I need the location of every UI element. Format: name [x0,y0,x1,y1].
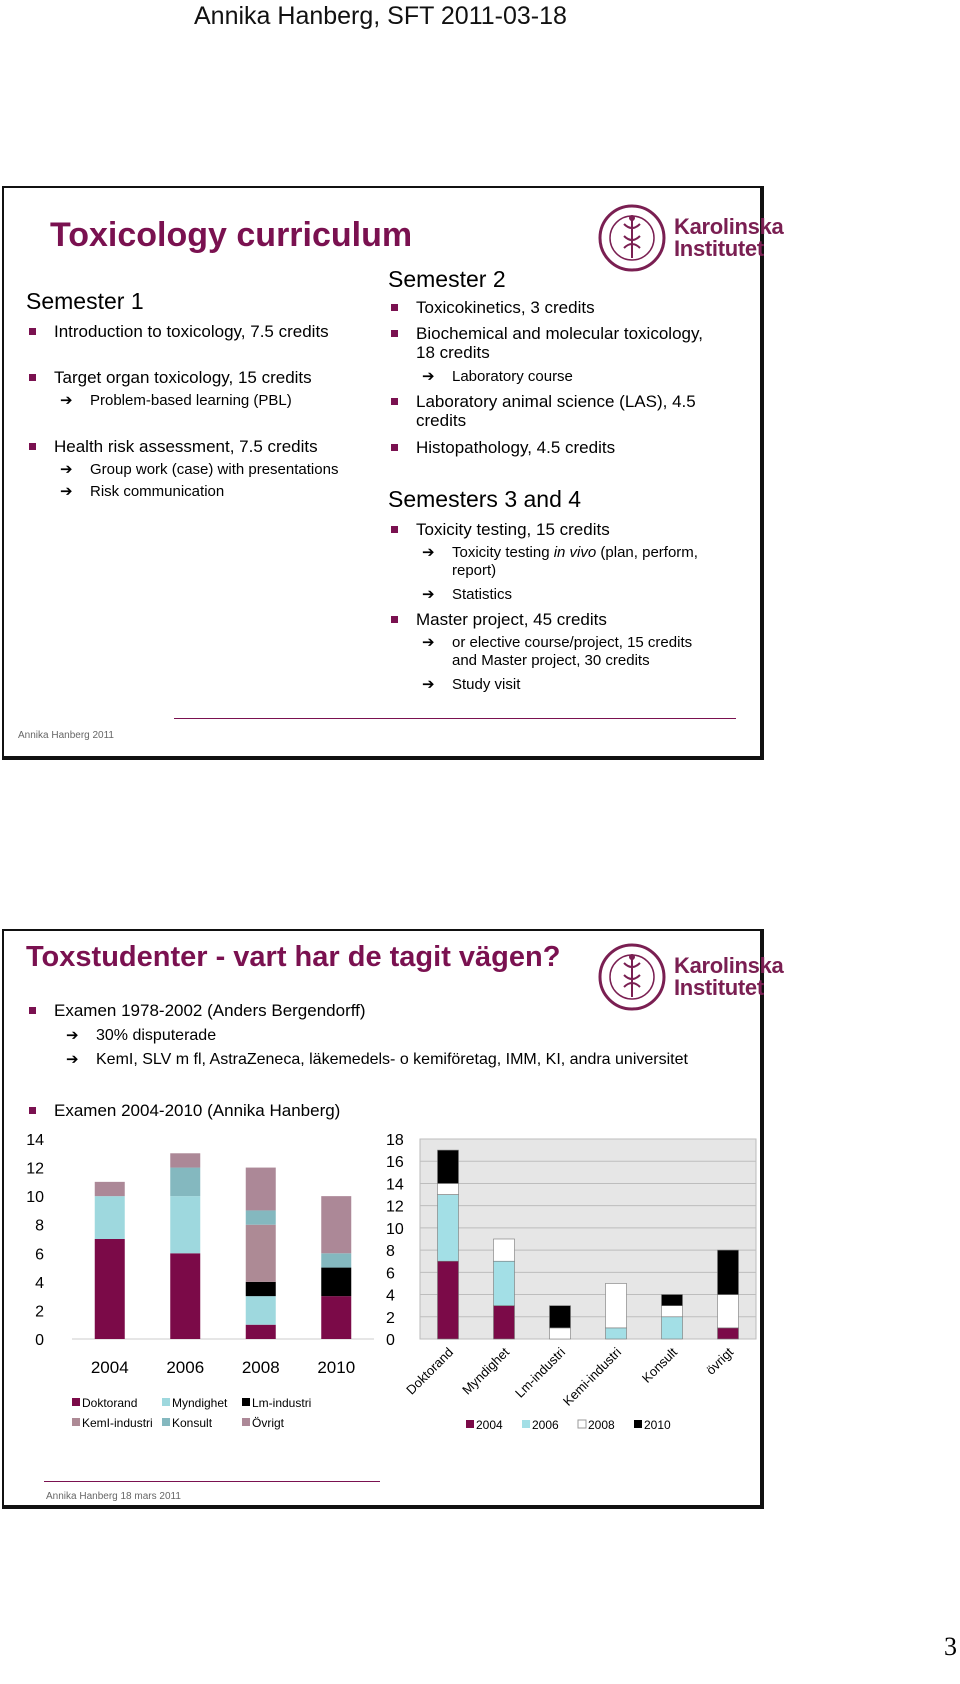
logo-line1: Karolinska [674,214,784,239]
semester34-sub-item: ➔ Toxicity testing in vivo (plan, perform, report) [422,544,698,579]
page-number: 3 [944,1632,957,1661]
y-tick-label: 4 [386,1287,395,1305]
bar-segment [321,1196,351,1253]
bar-segment [494,1239,515,1261]
y-tick-label: 2 [386,1309,395,1327]
chart-by-year [14,1131,384,1430]
bar-segment [170,1196,200,1253]
legend-label: Konsult [172,1416,213,1430]
legend-swatch [242,1418,250,1426]
bar-segment [606,1283,627,1327]
semester2-item: Histopathology, 4.5 credits [388,438,615,457]
bar-segment [246,1282,276,1296]
bar-segment [718,1328,739,1339]
x-tick-label: 2010 [317,1358,356,1377]
bar-segment [606,1328,627,1339]
legend-swatch [522,1420,530,1428]
y-tick-label: 10 [386,1220,404,1238]
legend-label: 2004 [476,1418,503,1432]
page-header: Annika Hanberg, SFT 2011-03-18 [194,2,567,30]
bar-segment [321,1253,351,1267]
bar-segment [662,1295,683,1306]
footer-divider [174,718,736,719]
karolinska-wordmark [674,955,784,999]
y-tick-label: 6 [386,1265,395,1283]
semester1-heading: Semester 1 [26,288,144,314]
legend-swatch [72,1398,80,1406]
bar-segment [438,1195,459,1262]
logo-line2: Institutet [674,236,764,261]
plot-area [420,1139,756,1339]
semester34-item: Toxicity testing, 15 credits [388,520,610,539]
bar-segment [95,1196,125,1239]
bar-segment [170,1153,200,1167]
x-tick-label: 2006 [166,1358,205,1377]
y-tick-label: 0 [386,1332,395,1349]
semester2-sub-item: ➔ Laboratory course [422,368,573,385]
x-tick-label: Lm-industri [512,1344,569,1401]
bar-segment [718,1295,739,1328]
semester2-item: Toxicokinetics, 3 credits [388,298,595,317]
karolinska-seal-icon [596,941,668,1013]
semester34-sub-item: ➔ or elective course/project, 15 credits and Master project, 30 credits [422,634,693,669]
semester1-sub-item: ➔ Problem-based learning (PBL) [60,392,292,409]
legend-swatch [162,1398,170,1406]
slide-title: Toxicology curriculum [50,216,413,254]
legend-label: 2010 [644,1418,671,1432]
karolinska-seal-icon [596,202,668,274]
bar-segment [662,1317,683,1339]
semester1-sub-item: ➔ Group work (case) with presentations [60,461,339,478]
bar-segment [438,1150,459,1183]
karolinska-logo [596,941,784,1013]
legend-swatch [162,1418,170,1426]
bar-segment [662,1306,683,1317]
semester1-item: Introduction to toxicology, 7.5 credits [26,322,329,341]
bar-segment [95,1239,125,1339]
semester34-sub-item: ➔ Statistics [422,586,513,603]
legend-label: Lm-industri [252,1396,312,1410]
y-tick-label: 8 [35,1217,44,1235]
x-tick-label: Doktorand [403,1344,457,1398]
legend-swatch [578,1420,586,1428]
y-tick-label: 4 [35,1274,44,1292]
slide-title: Toxstudenter - vart har de tagit vägen? [26,941,561,973]
bar-segment [494,1261,515,1305]
semester34-sub-item: ➔ Study visit [422,676,521,693]
x-tick-label: Kemi-industri [559,1344,625,1409]
x-tick-label: Myndighet [459,1344,513,1398]
slide-footer: Annika Hanberg 18 mars 2011 [46,1491,181,1502]
legend-swatch [634,1420,642,1428]
bar-segment [246,1210,276,1224]
y-tick-label: 10 [26,1189,44,1207]
chart-by-sector [384,1131,762,1431]
semester2-item: Laboratory animal science (LAS), 4.5 credits [388,392,696,430]
semester34-item: Master project, 45 credits [388,610,607,629]
bar-segment [246,1296,276,1325]
bar-segment [95,1182,125,1196]
x-tick-label: övrigt [703,1344,737,1378]
semester2-item: Biochemical and molecular toxicology, 18 credits [388,324,703,362]
x-tick-label: 2004 [90,1358,129,1377]
semester34-heading: Semesters 3 and 4 [388,486,582,512]
karolinska-logo [596,202,784,274]
bar-segment [438,1261,459,1339]
y-tick-label: 16 [386,1154,404,1172]
exam-bullet: Examen 1978-2002 (Anders Bergendorff) [26,1001,366,1020]
exam-bullet: Examen 2004-2010 (Annika Hanberg) [26,1101,340,1120]
bar-segment [550,1328,571,1339]
exam-sub-item: ➔ KemI, SLV m fl, AstraZeneca, läkemedels- o kemiföretag, IMM, KI, andra universitet [66,1051,688,1068]
x-tick-label: 2008 [241,1358,280,1377]
bar-segment [718,1250,739,1294]
semester1-item: Health risk assessment, 7.5 credits [26,437,318,456]
legend-label: KemI-industri [82,1416,153,1430]
exam-sub-item: ➔ 30% disputerade [66,1027,217,1044]
y-tick-label: 14 [26,1132,44,1149]
legend-swatch [72,1418,80,1426]
bar-segment [321,1296,351,1339]
logo-line2: Institutet [674,975,764,1000]
y-tick-label: 2 [35,1303,44,1321]
semester2-heading: Semester 2 [388,266,506,292]
slide-toxstudenter [2,929,784,1509]
slide-footer: Annika Hanberg 2011 [18,730,114,741]
bar-segment [321,1268,351,1297]
y-tick-label: 18 [386,1132,404,1149]
bar-segment [246,1325,276,1339]
y-tick-label: 0 [35,1332,44,1349]
y-tick-label: 8 [386,1243,395,1261]
bar-segment [170,1253,200,1339]
karolinska-wordmark [674,216,784,260]
y-tick-label: 6 [35,1246,44,1264]
y-tick-label: 12 [386,1198,404,1216]
y-tick-label: 12 [26,1160,44,1178]
bar-segment [246,1225,276,1282]
logo-line1: Karolinska [674,953,784,978]
legend-label: Doktorand [82,1396,138,1410]
bar-segment [494,1306,515,1339]
legend-swatch [242,1398,250,1406]
semester1-sub-item: ➔ Risk communication [60,483,225,500]
bar-segment [438,1183,459,1194]
legend-swatch [466,1420,474,1428]
slide-toxicology-curriculum [2,186,784,760]
legend-label: Övrigt [252,1416,285,1430]
bar-segment [550,1306,571,1328]
legend-label: 2008 [588,1418,615,1432]
bar-segment [246,1168,276,1211]
legend-label: 2006 [532,1418,559,1432]
x-tick-label: Konsult [638,1344,681,1386]
footer-divider [44,1481,380,1482]
y-tick-label: 14 [386,1176,404,1194]
bar-segment [170,1168,200,1197]
legend-label: Myndighet [172,1396,228,1410]
semester1-item: Target organ toxicology, 15 credits [26,368,312,387]
